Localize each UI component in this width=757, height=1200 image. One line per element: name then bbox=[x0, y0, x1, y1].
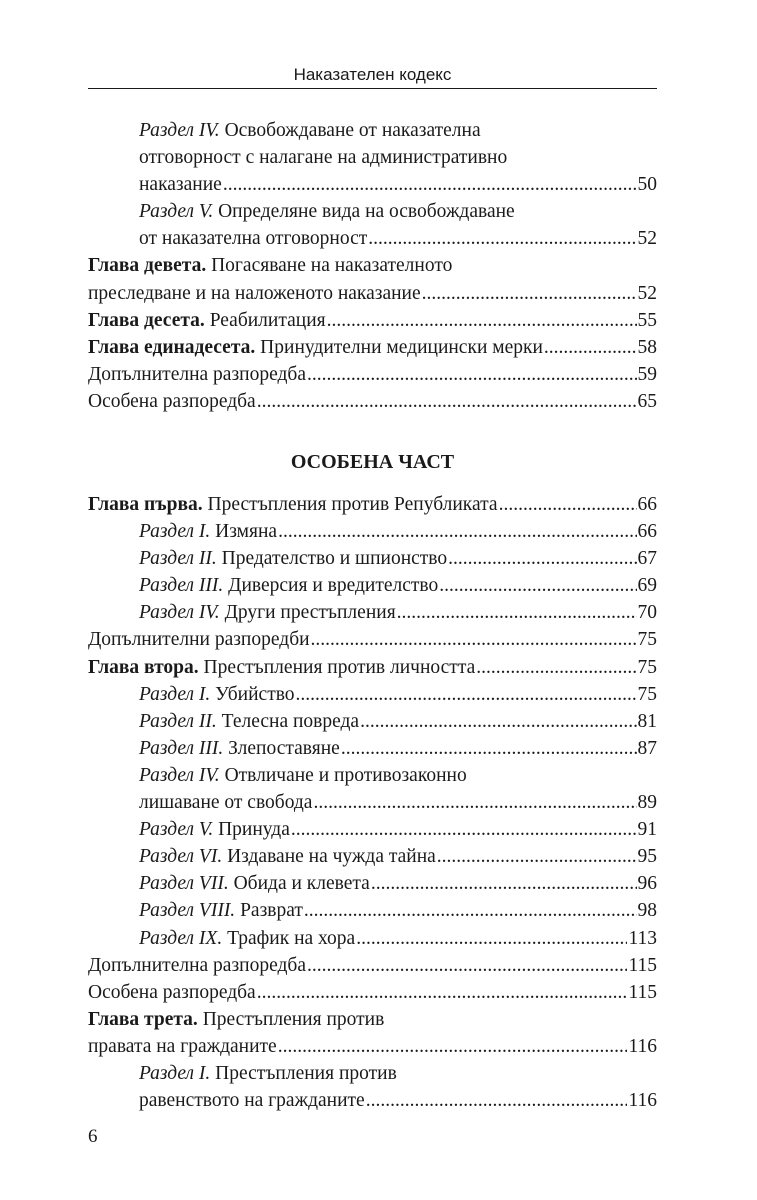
toc-entry-text bbox=[139, 144, 507, 171]
toc-entry-label: Раздел VIII. bbox=[139, 900, 236, 922]
dot-leader bbox=[397, 599, 637, 626]
toc-entry-text bbox=[88, 1033, 277, 1060]
toc-entry-label: Раздел I. bbox=[139, 683, 211, 705]
toc-page-number: 55 bbox=[637, 309, 657, 331]
toc-page-number: 96 bbox=[637, 873, 657, 895]
toc-entry-title: Допълнителна разпоредба bbox=[88, 954, 306, 976]
toc-entry-text bbox=[139, 545, 447, 572]
toc-entry-title: преследване и на наложеното наказание bbox=[88, 282, 421, 304]
toc-entry bbox=[88, 144, 657, 171]
toc-entry-title: Допълнителна разпоредба bbox=[88, 363, 306, 385]
toc-entry bbox=[88, 225, 657, 252]
toc-entry-title: Отвличане и противозаконно bbox=[219, 764, 467, 786]
toc-page-number: 67 bbox=[637, 548, 657, 570]
toc-page-number: 52 bbox=[637, 228, 657, 250]
toc-entry-title: Разврат bbox=[235, 900, 303, 922]
toc-entry bbox=[88, 1087, 657, 1114]
toc-entry-title: равенството на гражданите bbox=[139, 1090, 365, 1112]
toc-entry-title: Допълнителни разпоредби bbox=[88, 629, 310, 651]
dot-leader bbox=[437, 843, 637, 870]
toc-entry-title: отговорност с налагане на административно bbox=[139, 147, 508, 169]
toc-page-number: 65 bbox=[637, 390, 657, 412]
dot-leader bbox=[327, 307, 637, 334]
toc-entry-label: Раздел VI. bbox=[139, 846, 223, 868]
toc-entry-title: правата на гражданите bbox=[88, 1035, 277, 1057]
dot-leader bbox=[499, 491, 637, 518]
dot-leader bbox=[439, 572, 636, 599]
toc-page-number: 115 bbox=[628, 981, 657, 1003]
toc-entry bbox=[88, 789, 657, 816]
toc-entry-label: Раздел II. bbox=[139, 710, 217, 732]
toc-entry-text bbox=[139, 518, 277, 545]
toc-page-number: 95 bbox=[637, 846, 657, 868]
toc-entry-label: Раздел V. bbox=[139, 819, 214, 841]
toc-page-number: 66 bbox=[637, 521, 657, 543]
toc-page-number: 58 bbox=[637, 336, 657, 358]
toc-page-number: 116 bbox=[628, 1090, 657, 1112]
toc-entry-title: Диверсия и вредителство bbox=[223, 575, 439, 597]
toc-page-number: 69 bbox=[637, 575, 657, 597]
toc-entry-text bbox=[139, 708, 359, 735]
toc-entry-text bbox=[139, 735, 340, 762]
dot-leader bbox=[366, 1087, 628, 1114]
page-number: 6 bbox=[88, 1126, 98, 1147]
dot-leader bbox=[257, 979, 628, 1006]
toc-entry-text bbox=[139, 198, 515, 225]
toc-special-part bbox=[88, 491, 657, 1114]
toc-entry-title: Престъпления против bbox=[210, 1062, 397, 1084]
toc-page-number: 115 bbox=[628, 954, 657, 976]
toc-entry-text bbox=[88, 307, 326, 334]
toc-page-number: 70 bbox=[637, 602, 657, 624]
toc-entry-title: Издаване на чужда тайна bbox=[222, 846, 436, 868]
toc-entry bbox=[88, 307, 657, 334]
toc-entry-label: Раздел IV. bbox=[139, 120, 220, 141]
dot-leader bbox=[304, 897, 637, 924]
toc-entry bbox=[88, 252, 657, 279]
toc-page-number: 52 bbox=[637, 282, 657, 304]
toc-entry-label: Раздел I. bbox=[139, 521, 211, 543]
toc-entry-title: Убийство bbox=[210, 683, 295, 705]
toc-entry-label: Раздел III. bbox=[139, 737, 224, 759]
toc-entry-text bbox=[88, 280, 421, 307]
toc-entry-text bbox=[139, 1060, 397, 1087]
toc-entry-text bbox=[88, 654, 475, 681]
dot-leader bbox=[422, 280, 637, 307]
toc-page-number: 98 bbox=[637, 900, 657, 922]
toc-page-number: 116 bbox=[628, 1035, 657, 1057]
dot-leader bbox=[307, 952, 627, 979]
dot-leader bbox=[544, 334, 637, 361]
toc-entry-text bbox=[139, 925, 355, 952]
dot-leader bbox=[296, 681, 637, 708]
toc-entry bbox=[88, 491, 657, 518]
toc-entry-text bbox=[88, 361, 306, 388]
toc-entry bbox=[88, 897, 657, 924]
toc-entry-title: Погасяване на наказателното bbox=[206, 255, 453, 277]
toc-entry bbox=[88, 708, 657, 735]
toc-entry bbox=[88, 280, 657, 307]
toc-page-number: 59 bbox=[637, 363, 657, 385]
toc-entry bbox=[88, 843, 657, 870]
toc-entry-title: Принуда bbox=[213, 819, 290, 841]
toc-entry bbox=[88, 518, 657, 545]
toc-entry-text bbox=[139, 681, 295, 708]
toc-page-number: 113 bbox=[628, 927, 657, 949]
toc-entry-text bbox=[139, 1087, 365, 1114]
toc-page-number: 91 bbox=[637, 819, 657, 841]
section-title-special-part: ОСОБЕНА ЧАСТ bbox=[290, 451, 455, 473]
toc-entry-text bbox=[139, 599, 396, 626]
dot-leader bbox=[291, 816, 637, 843]
toc-entry-label: Раздел VII. bbox=[139, 873, 229, 895]
toc-entry bbox=[88, 735, 657, 762]
toc-entry-label: Глава десета. bbox=[88, 309, 205, 331]
toc-entry-title: Телесна повреда bbox=[216, 710, 360, 732]
header-rule bbox=[88, 88, 657, 89]
toc-entry-text bbox=[88, 252, 452, 279]
dot-leader bbox=[360, 708, 636, 735]
toc-entry bbox=[88, 572, 657, 599]
toc-entry-text bbox=[139, 870, 370, 897]
toc-entry-text bbox=[139, 225, 367, 252]
toc-entry bbox=[88, 1006, 657, 1033]
toc-entry-text bbox=[139, 789, 312, 816]
toc-entry-label: Глава единадесета. bbox=[88, 336, 256, 358]
toc-entry bbox=[88, 334, 657, 361]
toc-entry bbox=[88, 681, 657, 708]
toc-entry-text bbox=[139, 572, 438, 599]
toc-entry-text bbox=[88, 626, 310, 653]
toc-entry-label: Раздел IV. bbox=[139, 764, 220, 786]
dot-leader bbox=[371, 870, 637, 897]
toc-page-number: 50 bbox=[637, 174, 657, 196]
dot-leader bbox=[368, 225, 636, 252]
toc-entry-title: Престъпления против bbox=[197, 1008, 385, 1030]
toc-entry-label: Раздел IX. bbox=[139, 927, 223, 949]
toc-entry-title: лишаване от свобода bbox=[139, 792, 313, 814]
toc-entry-label: Глава девета. bbox=[88, 255, 207, 277]
toc-entry-label: Раздел V. bbox=[139, 201, 214, 223]
dot-leader bbox=[313, 789, 636, 816]
dot-leader bbox=[307, 361, 637, 388]
toc-page-number: 75 bbox=[637, 683, 657, 705]
dot-leader bbox=[278, 518, 636, 545]
toc-entry bbox=[88, 599, 657, 626]
toc-entry-title: Измяна bbox=[210, 521, 278, 543]
dot-leader bbox=[356, 925, 627, 952]
dot-leader bbox=[311, 626, 637, 653]
dot-leader bbox=[476, 654, 636, 681]
dot-leader bbox=[448, 545, 636, 572]
toc-entry bbox=[88, 1060, 657, 1087]
toc-entry-label: Раздел I. bbox=[139, 1062, 211, 1084]
toc-entry-text bbox=[88, 1006, 384, 1033]
toc-entry-title: Особена разпоредба bbox=[88, 390, 256, 412]
toc-entry-title: наказание bbox=[139, 174, 222, 196]
toc-entry-label: Глава втора. bbox=[88, 656, 199, 678]
toc-entry bbox=[88, 388, 657, 415]
toc-entry bbox=[88, 171, 657, 198]
toc-entry-label: Раздел IV. bbox=[139, 602, 220, 624]
toc-entry-title: от наказателна отговорност bbox=[139, 228, 368, 250]
toc-entry bbox=[88, 654, 657, 681]
dot-leader bbox=[341, 735, 637, 762]
toc-entry-title: Особена разпоредба bbox=[88, 981, 256, 1003]
toc-entry-label: Раздел II. bbox=[139, 548, 217, 570]
toc-entry-text bbox=[139, 816, 290, 843]
toc-page-number: 75 bbox=[637, 629, 657, 651]
toc-entry-title: Определяне вида на освобождаване bbox=[213, 201, 515, 223]
toc-entry bbox=[88, 198, 657, 225]
toc-entry-title: Злепоставяне bbox=[223, 737, 340, 759]
toc-entry bbox=[88, 762, 657, 789]
dot-leader bbox=[257, 388, 637, 415]
toc-entry-label: Глава първа. bbox=[88, 494, 203, 515]
dot-leader bbox=[223, 171, 637, 198]
toc-entry bbox=[88, 361, 657, 388]
toc-entry-text bbox=[88, 334, 543, 361]
toc-entry-text bbox=[88, 491, 498, 518]
toc-entry bbox=[88, 952, 657, 979]
toc-entry-label: Глава трета. bbox=[88, 1008, 198, 1030]
toc-entry-text bbox=[139, 762, 467, 789]
toc-page-number: 66 bbox=[637, 494, 657, 515]
running-head: Наказателен кодекс bbox=[293, 65, 452, 84]
toc-page-number: 89 bbox=[637, 792, 657, 814]
toc-entry-title: Реабилитация bbox=[204, 309, 326, 331]
toc-page-number: 87 bbox=[637, 737, 657, 759]
toc-entry-title: Принудителни медицински мерки bbox=[255, 336, 543, 358]
toc-entry-title: Предателство и шпионство bbox=[216, 548, 448, 570]
toc-entry-label: Раздел III. bbox=[139, 575, 224, 597]
toc-entry-text bbox=[88, 952, 306, 979]
toc-entry bbox=[88, 816, 657, 843]
toc-entry bbox=[88, 117, 657, 144]
toc-general-part bbox=[88, 117, 657, 415]
toc-entry-title: Трафик на хора bbox=[222, 927, 356, 949]
toc-entry-title: Други престъпления bbox=[219, 602, 396, 624]
toc-entry-title: Престъпления против личността bbox=[198, 656, 476, 678]
toc-entry bbox=[88, 545, 657, 572]
toc-entry-text bbox=[88, 979, 256, 1006]
toc-entry-text bbox=[139, 843, 436, 870]
toc-page-number: 75 bbox=[637, 656, 657, 678]
dot-leader bbox=[278, 1033, 628, 1060]
toc-entry bbox=[88, 979, 657, 1006]
toc-entry-text bbox=[139, 117, 481, 144]
toc-entry-title: Освобождаване от наказателна bbox=[219, 120, 481, 141]
toc-entry bbox=[88, 870, 657, 897]
toc-page-number: 81 bbox=[637, 710, 657, 732]
toc-entry-text bbox=[139, 171, 222, 198]
toc-entry bbox=[88, 1033, 657, 1060]
toc-entry bbox=[88, 925, 657, 952]
toc-entry-text bbox=[88, 388, 256, 415]
toc-entry-text bbox=[139, 897, 303, 924]
toc-entry bbox=[88, 626, 657, 653]
toc-entry-title: Престъпления против Републиката bbox=[202, 494, 498, 515]
toc-entry-title: Обида и клевета bbox=[228, 873, 370, 895]
